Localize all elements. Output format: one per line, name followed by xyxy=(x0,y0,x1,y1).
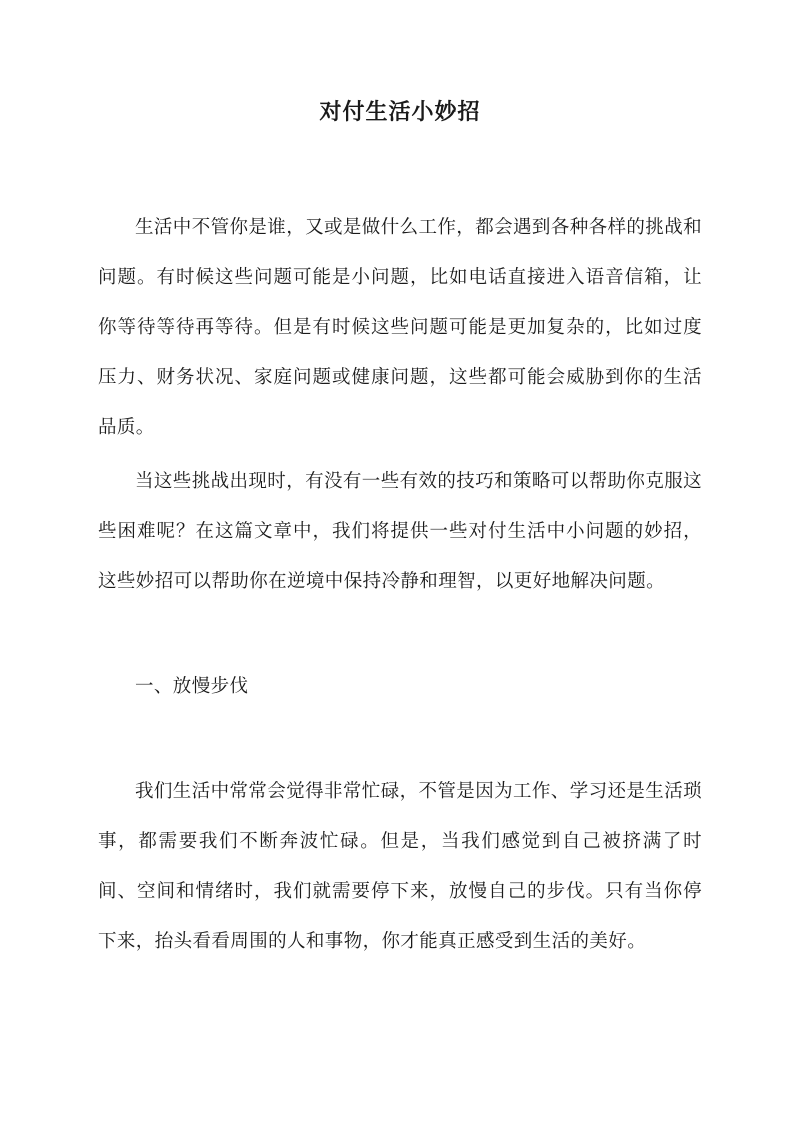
document-title: 对付生活小妙招 xyxy=(319,99,481,125)
paragraph-slow-down: 我们生活中常常会觉得非常忙碌，不管是因为工作、学习还是生活琐事，都需要我们不断奔波忙碌。但是，当我们感觉到自己被挤满了时间、空间和情绪时，我们就需要停下来，放慢自己的步伐。只有当你停下来，抬头看看周围的人和事物，你才能真正感受到生活的美好。 xyxy=(98,781,703,952)
paragraph-question: 当这些挑战出现时，有没有一些有效的技巧和策略可以帮助你克服这些困难呢？在这篇文章中，我们将提供一些对付生活中小问题的妙招，这些妙招可以帮助你在逆境中保持冷静和理智，以更好地解决问题。 xyxy=(98,471,703,592)
paragraph-intro: 生活中不管你是谁，又或是做什么工作，都会遇到各种各样的挑战和问题。有时候这些问题可能是小问题，比如电话直接进入语音信箱，让你等待等待再等待。但是有时候这些问题可能是更加复杂的，比如过度压力、财务状况、家庭问题或健康问题，这些都可能会威胁到你的生活品质。 xyxy=(98,217,703,438)
section-heading: 一、放慢步伐 xyxy=(135,676,249,697)
